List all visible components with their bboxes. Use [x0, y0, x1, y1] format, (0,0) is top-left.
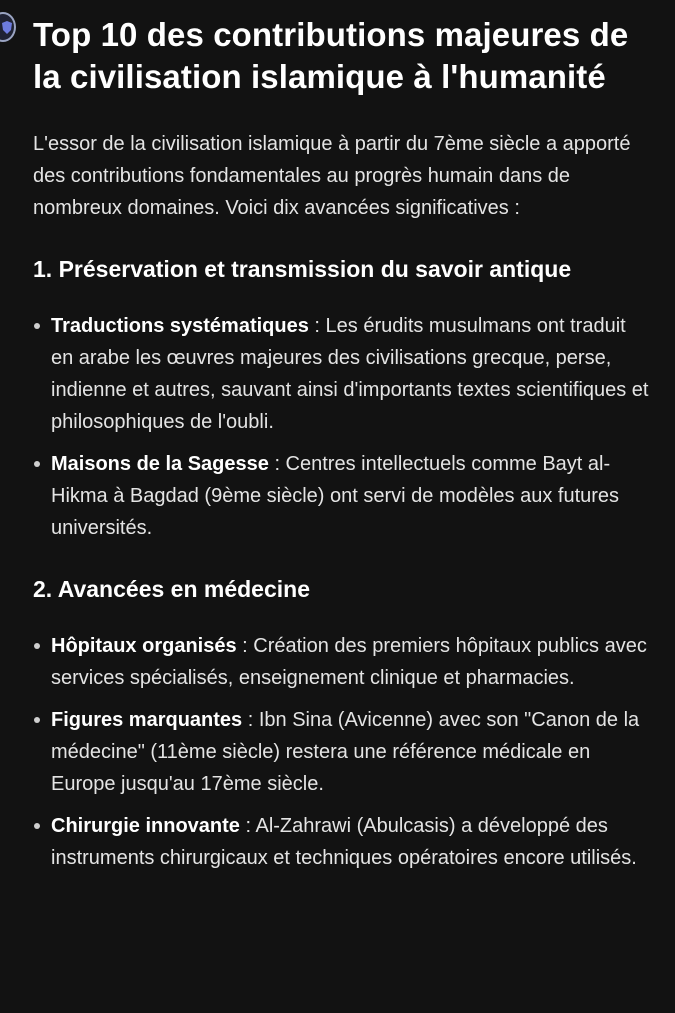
message-content [33, 14, 653, 884]
item-term: Figures marquantes [51, 709, 243, 731]
section-heading-2: 2. Avancées en médecine [33, 576, 310, 602]
item-term: Chirurgie innovante [51, 815, 240, 837]
item-text: : Les érudits musulmans ont traduit en arabe les œuvres majeures des civilisations grecque, perse, indienne et autres, sauvant ainsi d'importants textes scientifiques et philosophiques de l'oubli. [51, 315, 649, 433]
assistant-avatar [0, 12, 16, 42]
assistant-logo-icon [0, 20, 14, 36]
item-text: : Al-Zahrawi (Abulcasis) a développé des instruments chirurgicaux et techniques opératoires encore utilisés. [51, 815, 637, 869]
item-text: : Ibn Sina (Avicenne) avec son "Canon de la médecine" (11ème siècle) restera une référence médicale en Europe jusqu'au 17ème siècle. [51, 709, 640, 795]
list-item [33, 448, 653, 544]
section-2-list [33, 630, 653, 874]
item-term: Traductions systématiques [51, 315, 309, 337]
list-item [33, 630, 653, 694]
intro-paragraph: L'essor de la civilisation islamique à partir du 7ème siècle a apporté des contributions fondamentales au progrès humain dans de nombreux domaines. Voici dix avancées significatives : [33, 133, 631, 219]
item-term: Maisons de la Sagesse [51, 453, 269, 475]
section-heading-1: 1. Préservation et transmission du savoir antique [33, 256, 572, 282]
section-1-list [33, 310, 653, 544]
list-item [33, 704, 653, 800]
list-item [33, 310, 653, 438]
article-title: Top 10 des contributions majeures de la civilisation islamique à l'humanité [33, 16, 629, 95]
list-item [33, 810, 653, 874]
item-text: : Centres intellectuels comme Bayt al-Hikma à Bagdad (9ème siècle) ont servi de modèles aux futures universités. [51, 453, 620, 539]
item-text: : Création des premiers hôpitaux publics avec services spécialisés, enseignement clinique et pharmacies. [51, 635, 647, 689]
item-term: Hôpitaux organisés [51, 635, 237, 657]
